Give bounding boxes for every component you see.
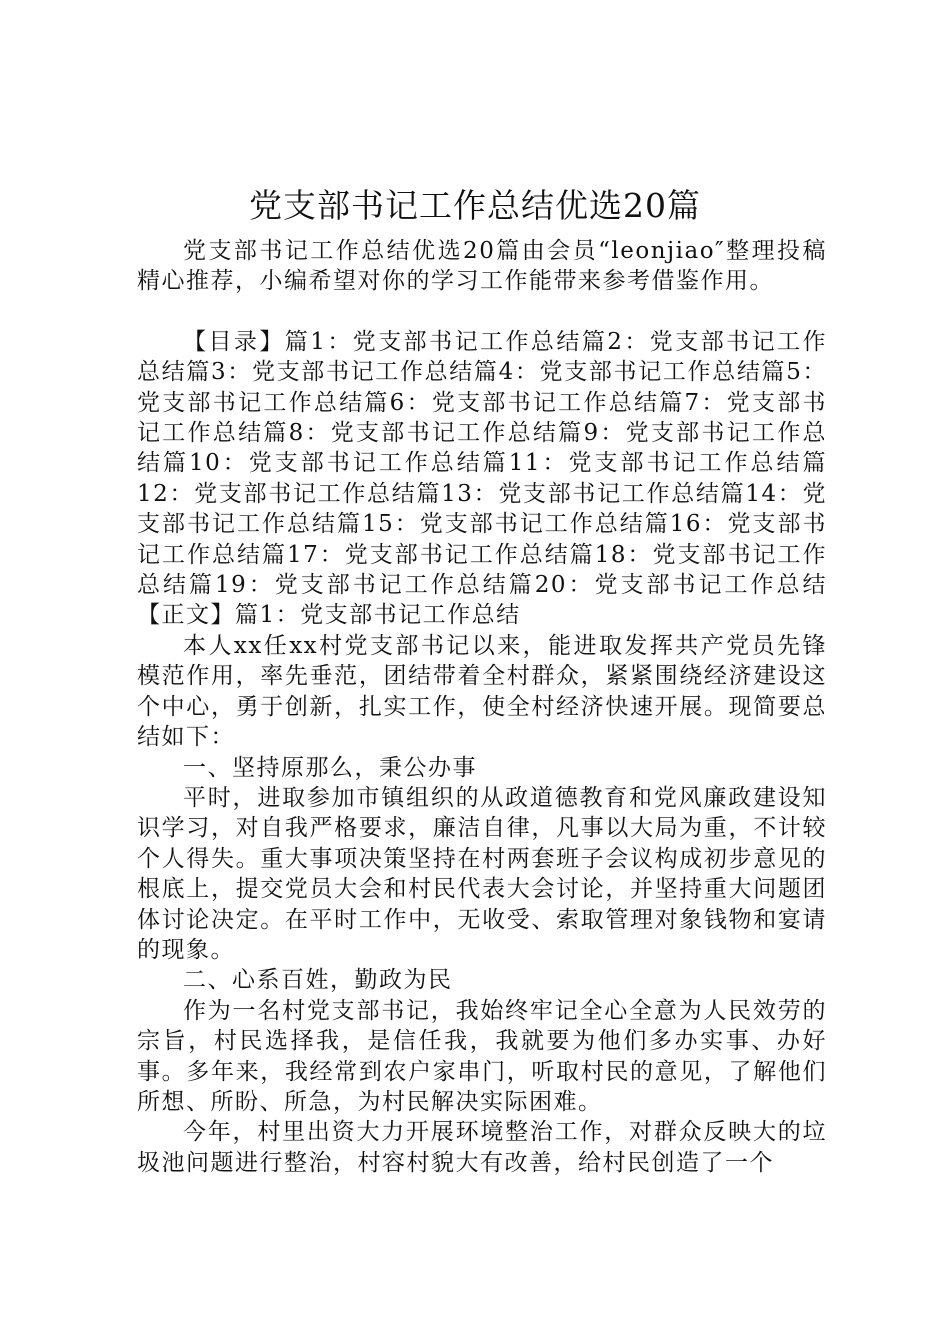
document-title: 党支部书记工作总结优选20篇 <box>249 186 701 225</box>
body-paragraph: 作为一名村党支部书记，我始终牢记全心全意为人民效劳的宗旨，村民选择我，是信任我，我就要为他们多办实事、办好事。多年来，我经常到农户家串门，听取村民的意见，了解他们所想、所盼、所急，为村民解决实际困难。 <box>137 997 827 1115</box>
table-of-contents-paragraph: 【目录】篇1：党支部书记工作总结篇2：党支部书记工作总结篇3：党支部书记工作总结篇4：党支部书记工作总结篇5：党支部书记工作总结篇6：党支部书记工作总结篇7：党支部书记工作总结篇8：党支部书记工作总结篇9：党支部书记工作总结篇10：党支部书记工作总结篇11：党支部书记工作总结篇12：党支部书记工作总结篇13：党支部书记工作总结篇14：党支部书记工作总结篇15：党支部书记工作总结篇16：党支部书记工作总结篇17：党支部书记工作总结篇18：党支部书记工作总结篇19：党支部书记工作总结篇20：党支部书记工作总结【正文】篇1：党支部书记工作总结 <box>137 328 827 629</box>
body-paragraph: 平时，进取参加市镇组织的从政道德教育和党风廉政建设知识学习，对自我严格要求，廉洁自律，凡事以大局为重，不计较个人得失。重大事项决策坚持在村两套班子会议构成初步意见的根底上，提交党员大会和村民代表大会讨论，并坚持重大问题团体讨论决定。在平时工作中，无收受、索取管理对象钱物和宴请的现象。 <box>137 784 827 963</box>
section-heading: 一、坚持原那么，秉公办事 <box>183 754 477 781</box>
intro-paragraph: 党支部书记工作总结优选20篇由会员“leonjiao″整理投稿精心推荐，小编希望对你的学习工作能带来参考借鉴作用。 <box>137 238 827 295</box>
document-body <box>137 236 827 1178</box>
section-heading: 二、心系百姓，勤政为民 <box>183 967 453 994</box>
body-paragraph: 今年，村里出资大力开展环境整治工作，对群众反映大的垃圾池问题进行整治，村容村貌大有改善，给村民创造了一个 <box>137 1119 827 1176</box>
body-paragraph: 本人xx任xx村党支部书记以来，能进取发挥共产党员先锋模范作用，率先垂范，团结带着全村群众，紧紧围绕经济建设这个中心，勇于创新，扎实工作，使全村经济快速开展。现简要总结如下： <box>137 632 827 751</box>
